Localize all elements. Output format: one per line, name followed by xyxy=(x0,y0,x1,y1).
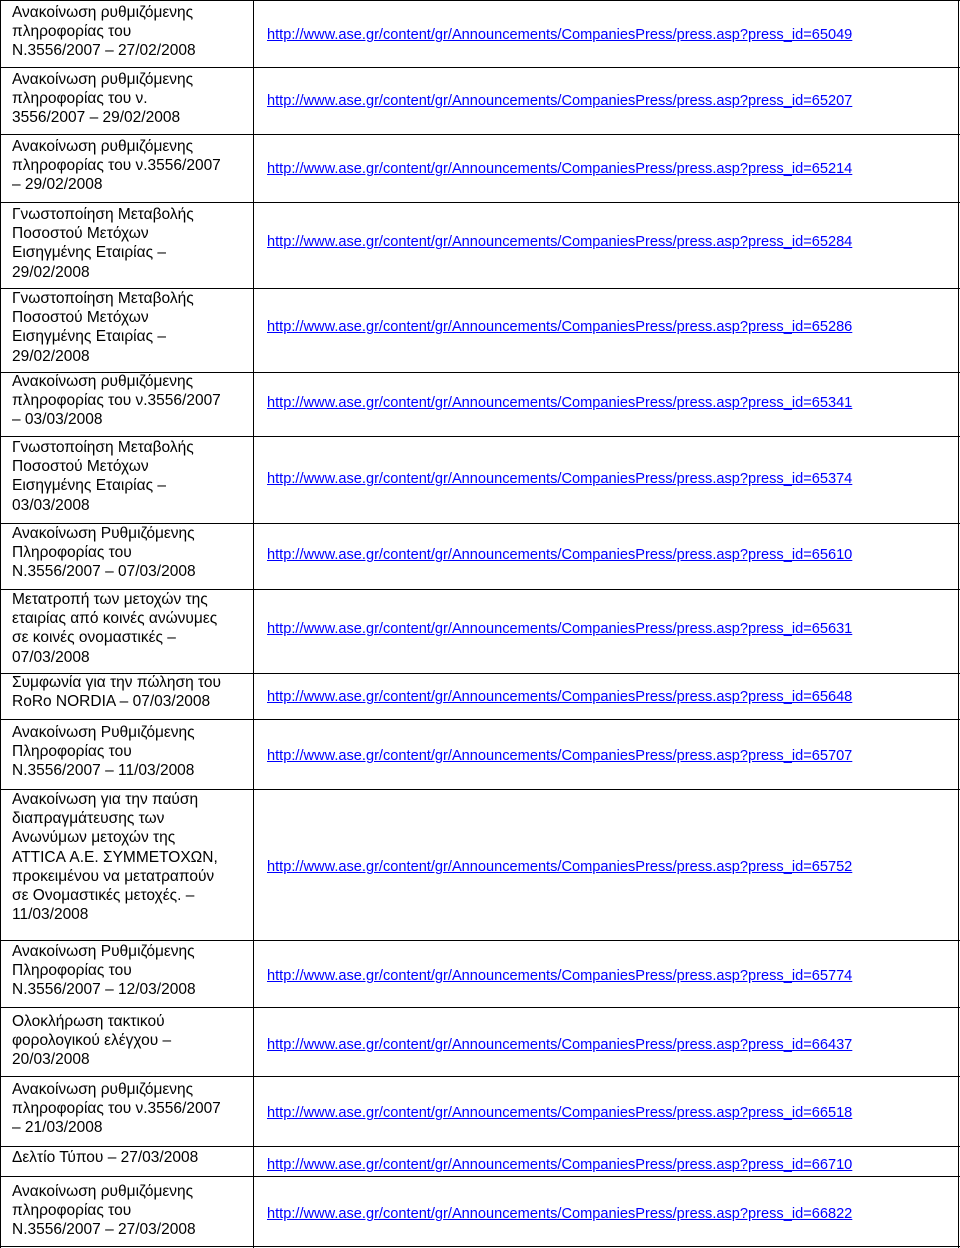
table-border-left xyxy=(0,0,1,1248)
announcement-link[interactable]: http://www.ase.gr/content/gr/Announcements/CompaniesPress/press.asp?press_id=66710 xyxy=(267,1157,853,1173)
announcement-link[interactable]: http://www.ase.gr/content/gr/Announcements/CompaniesPress/press.asp?press_id=65774 xyxy=(267,968,853,984)
announcement-title: Ανακοίνωση Ρυθμιζόμενης Πληροφορίας του Ν.3556/2007 – 11/03/2008 xyxy=(12,724,195,780)
row-divider xyxy=(0,436,960,437)
row-divider xyxy=(0,0,960,1)
announcement-link[interactable]: http://www.ase.gr/content/gr/Announcements/CompaniesPress/press.asp?press_id=66437 xyxy=(267,1037,853,1053)
row-divider xyxy=(0,202,960,203)
row-divider xyxy=(0,1007,960,1008)
announcement-title: Γνωστοποίηση Μεταβολής Ποσοστού Μετόχων Εισηγμένης Εταιρίας – 03/03/2008 xyxy=(12,439,194,514)
announcement-title: Συμφωνία για την πώληση του RoRo NORDIA – 07/03/2008 xyxy=(12,674,222,711)
announcement-title: Ανακοίνωση Ρυθμιζόμενης Πληροφορίας του Ν.3556/2007 – 07/03/2008 xyxy=(12,525,196,581)
row-divider xyxy=(0,940,960,941)
announcement-title: Γνωστοποίηση Μεταβολής Ποσοστού Μετόχων Εισηγμένης Εταιρίας – 29/02/2008 xyxy=(12,206,194,281)
announcement-link[interactable]: http://www.ase.gr/content/gr/Announcements/CompaniesPress/press.asp?press_id=65631 xyxy=(267,621,853,637)
table-border-right xyxy=(958,0,959,1248)
row-divider xyxy=(0,134,960,135)
announcement-title: Ανακοίνωση ρυθμιζόμενης πληροφορίας του ν.3556/2007 – 03/03/2008 xyxy=(12,373,221,429)
announcement-link[interactable]: http://www.ase.gr/content/gr/Announcements/CompaniesPress/press.asp?press_id=65049 xyxy=(267,27,853,43)
announcement-link[interactable]: http://www.ase.gr/content/gr/Announcements/CompaniesPress/press.asp?press_id=65610 xyxy=(267,547,853,563)
announcement-title: Ανακοίνωση ρυθμιζόμενης πληροφορίας του ν. 3556/2007 – 29/02/2008 xyxy=(12,71,194,127)
row-divider xyxy=(0,67,960,68)
column-divider xyxy=(253,0,254,1248)
row-divider xyxy=(0,1076,960,1077)
announcement-link[interactable]: http://www.ase.gr/content/gr/Announcements/CompaniesPress/press.asp?press_id=66822 xyxy=(267,1206,853,1222)
announcement-title: Μετατροπή των μετοχών της εταιρίας από κοινές ανώνυμες σε κοινές ονομαστικές – 07/03/2008 xyxy=(12,591,218,666)
announcement-link[interactable]: http://www.ase.gr/content/gr/Announcements/CompaniesPress/press.asp?press_id=65648 xyxy=(267,689,853,705)
row-divider xyxy=(0,1146,960,1147)
announcement-link[interactable]: http://www.ase.gr/content/gr/Announcements/CompaniesPress/press.asp?press_id=65752 xyxy=(267,859,853,875)
announcement-title: Ολοκλήρωση τακτικού φορολογικού ελέγχου – 20/03/2008 xyxy=(12,1013,172,1069)
announcement-link[interactable]: http://www.ase.gr/content/gr/Announcements/CompaniesPress/press.asp?press_id=65284 xyxy=(267,234,853,250)
announcement-link[interactable]: http://www.ase.gr/content/gr/Announcements/CompaniesPress/press.asp?press_id=66518 xyxy=(267,1105,853,1121)
announcement-title: Ανακοίνωση ρυθμιζόμενης πληροφορίας του Ν.3556/2007 – 27/02/2008 xyxy=(12,4,196,60)
announcement-link[interactable]: http://www.ase.gr/content/gr/Announcements/CompaniesPress/press.asp?press_id=65214 xyxy=(267,161,853,177)
announcement-link[interactable]: http://www.ase.gr/content/gr/Announcements/CompaniesPress/press.asp?press_id=65374 xyxy=(267,471,853,487)
announcement-link[interactable]: http://www.ase.gr/content/gr/Announcements/CompaniesPress/press.asp?press_id=65207 xyxy=(267,93,853,109)
announcement-link[interactable]: http://www.ase.gr/content/gr/Announcements/CompaniesPress/press.asp?press_id=65341 xyxy=(267,395,853,411)
announcement-link[interactable]: http://www.ase.gr/content/gr/Announcements/CompaniesPress/press.asp?press_id=65286 xyxy=(267,319,853,335)
announcement-link[interactable]: http://www.ase.gr/content/gr/Announcements/CompaniesPress/press.asp?press_id=65707 xyxy=(267,748,853,764)
row-divider xyxy=(0,719,960,720)
announcement-title: Ανακοίνωση ρυθμιζόμενης πληροφορίας του Ν.3556/2007 – 27/03/2008 xyxy=(12,1183,196,1239)
announcement-title: Ανακοίνωση Ρυθμιζόμενης Πληροφορίας του Ν.3556/2007 – 12/03/2008 xyxy=(12,943,196,999)
row-divider xyxy=(0,1176,960,1177)
table-border-bottom xyxy=(0,1246,960,1247)
announcement-title: Γνωστοποίηση Μεταβολής Ποσοστού Μετόχων Εισηγμένης Εταιρίας – 29/02/2008 xyxy=(12,290,194,365)
announcement-title: Ανακοίνωση ρυθμιζόμενης πληροφορίας του ν.3556/2007 – 21/03/2008 xyxy=(12,1081,221,1137)
announcement-title: Ανακοίνωση ρυθμιζόμενης πληροφορίας του ν.3556/2007 – 29/02/2008 xyxy=(12,138,221,194)
announcement-title: Δελτίο Τύπου – 27/03/2008 xyxy=(12,1149,199,1166)
announcement-title: Ανακοίνωση για την παύση διαπραγμάτευσης των Ανωνύμων μετοχών της ATTICA Α.Ε. ΣΥΜΜΕΤΟΧΩΝ, προκειμένου να μετατραπούν σε Ονομαστικές μετοχές. – 11/03/2008 xyxy=(12,791,218,924)
